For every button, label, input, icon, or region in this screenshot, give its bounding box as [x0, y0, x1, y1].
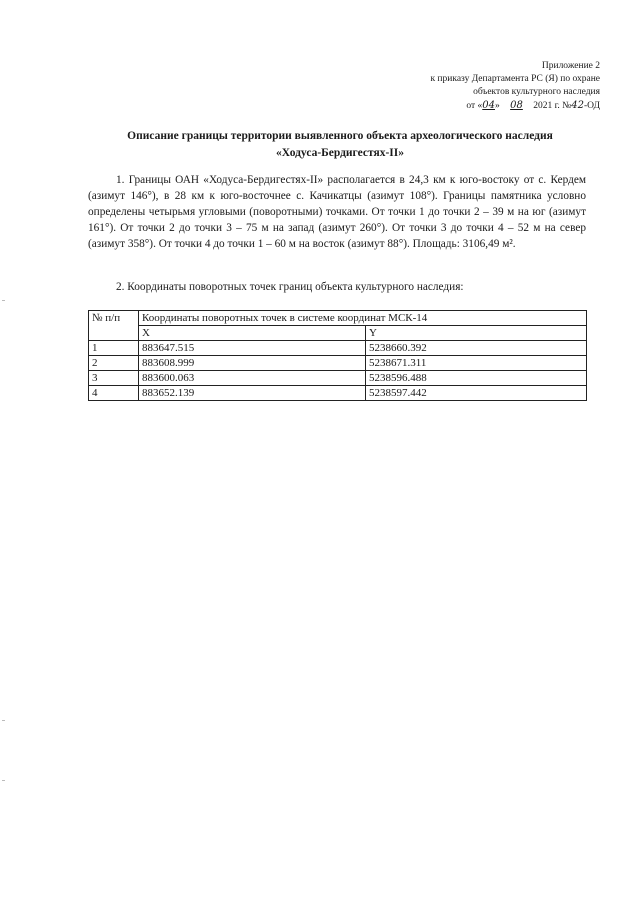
title-line-1: Описание границы территории выявленного объекта археологического наследия	[127, 130, 553, 142]
table-row	[89, 371, 587, 386]
cell-y: 5238671.311	[366, 356, 587, 371]
date-year: 2021 г. №	[533, 101, 572, 111]
cell-x: 883647.515	[139, 341, 366, 356]
table-header-row	[89, 311, 587, 326]
date-prefix: от «	[466, 101, 483, 111]
cell-y: 5238660.392	[366, 341, 587, 356]
cell-x: 883652.139	[139, 386, 366, 401]
appendix-department: объектов культурного наследия	[473, 87, 600, 97]
handwritten-number: 42	[571, 100, 584, 111]
handwritten-month: 08	[510, 100, 523, 111]
header-coordinates: Координаты поворотных точек в системе координат МСК-14	[139, 311, 587, 326]
table-row	[89, 356, 587, 371]
appendix-title: Приложение 2	[541, 61, 600, 71]
date-mid: »	[494, 101, 500, 111]
document-title	[60, 128, 620, 162]
appendix-order-ref: к приказу Департамента РС (Я) по охране	[430, 74, 600, 84]
appendix-block	[370, 60, 600, 113]
appendix-date-line	[370, 99, 600, 113]
handwritten-day: 04	[482, 100, 495, 111]
cell-y: 5238596.488	[366, 371, 587, 386]
coordinates-table	[88, 310, 587, 401]
scan-margin-mark	[2, 780, 5, 781]
table-row	[89, 341, 587, 356]
cell-number: 4	[89, 386, 139, 401]
header-x: X	[139, 326, 366, 341]
boundary-description-paragraph: 1. Границы ОАН «Ходуса-Бердигестях-II» располагается в 24,3 км к юго-востоку от с. Кердем (азимут 146°), в 28 км к юго-восточнее с. Качикатцы (азимут 108°). Границы памятника условно определены четырьмя угловыми (поворотными) точками. От точки 1 до точки 2 – 39 м на юг (азимут 161°). От точки 2 до точки 3 – 75 м на запад (азимут 260°). От точки 3 до точки 4 – 52 м на север (азимут 358°). От точки 4 до точки 1 – 60 м на восток (азимут 88°). Площадь: 3106,49 м².	[88, 174, 586, 250]
cell-x: 883608.999	[139, 356, 366, 371]
scan-margin-mark	[2, 300, 5, 301]
coordinates-intro-paragraph: 2. Координаты поворотных точек границ объекта культурного наследия:	[116, 281, 464, 293]
cell-number: 2	[89, 356, 139, 371]
cell-number: 1	[89, 341, 139, 356]
order-suffix: -ОД	[583, 101, 600, 111]
header-y: Y	[366, 326, 587, 341]
title-line-2: «Ходуса-Бердигестях-II»	[276, 147, 404, 159]
header-number: № п/п	[89, 311, 139, 341]
scan-margin-mark	[2, 720, 5, 721]
cell-x: 883600.063	[139, 371, 366, 386]
table-row	[89, 386, 587, 401]
table-subheader-row	[89, 326, 587, 341]
cell-number: 3	[89, 371, 139, 386]
cell-y: 5238597.442	[366, 386, 587, 401]
